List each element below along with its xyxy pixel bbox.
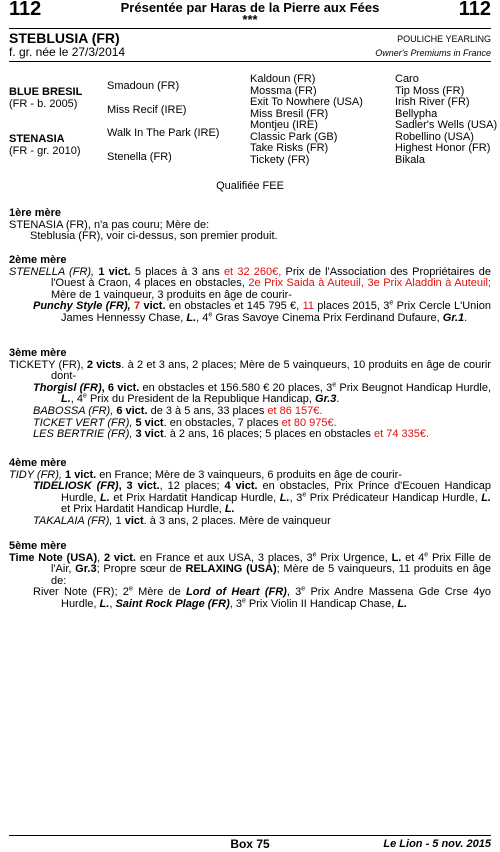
dam2-text2: Prix de l'Association des Propriétaires de l'Ouest à Craon, 4 places en obstacles, <box>51 265 491 290</box>
offspring-text4: , 4 <box>196 311 209 324</box>
gen3-6: Classic Park (GB) <box>250 130 338 143</box>
offspring-text: Prix Violin II Handicap Chase, <box>245 597 398 610</box>
grade: L. <box>481 491 491 504</box>
sup: e <box>83 392 87 400</box>
stars: *** <box>242 12 258 27</box>
offspring-text: et Prix Hardatit Handicap Hurdle, <box>109 491 280 504</box>
dam2-section <box>9 255 491 325</box>
grade: L. <box>99 597 110 610</box>
offspring-name: TAKALAIA (FR), <box>33 514 116 527</box>
offspring-text: River Note (FR); 2 <box>33 586 129 599</box>
offspring-wins: 5 vict <box>135 416 164 429</box>
sup: e <box>301 585 306 593</box>
dam5-text: Prix Urgence, <box>316 551 392 564</box>
gen3-7: Take Risks (FR) <box>250 142 329 154</box>
offspring-name: Lord of Heart (FR) <box>186 586 287 599</box>
gen4-5: Sadler's Wells (USA) <box>395 119 498 131</box>
gen4-2: Tip Moss (FR) <box>395 84 465 97</box>
offspring-name: TICKET VERT (FR), <box>33 416 136 429</box>
offspring-text1: en obstacles et 145 795 €, <box>165 300 303 313</box>
offspring-text: . à 2 ans, 16 places; 5 places en obstacles <box>163 428 374 441</box>
sup: e <box>128 585 133 593</box>
offspring-text: , 12 places; <box>159 480 225 493</box>
dam3-wins: 2 victs <box>86 358 122 371</box>
dam4-offspring-1 <box>9 481 491 516</box>
sire-name: BLUE BRESIL <box>9 86 83 98</box>
dam5-offspring-1 <box>9 587 491 610</box>
dam5-text: ; Propre sœur de <box>96 563 186 576</box>
offspring-text: en obstacles et 156.580 € 20 places, 3 <box>139 381 333 394</box>
offspring-earnings: et 74 335€. <box>373 428 430 441</box>
dam3-offspring-1 <box>9 383 491 406</box>
grade: Gr.3 <box>315 393 337 406</box>
offspring-text: , 3 <box>289 491 303 504</box>
offspring-text: . <box>336 393 340 406</box>
dam-info: (FR - gr. 2010) <box>9 144 81 157</box>
gen2-4: Stenella (FR) <box>107 151 172 163</box>
dam2-red-places: 2e Prix Saida à Auteuil, 3e Prix Aladdin à Auteuil; <box>248 277 491 290</box>
pedigree-rule <box>9 61 491 62</box>
gen4-6: Robellino (USA) <box>395 130 474 143</box>
gen4-4: Bellypha <box>395 107 438 120</box>
offspring-text: de 3 à 5 ans, 33 places <box>147 404 268 417</box>
dam-name: STENASIA <box>9 133 65 145</box>
offspring-text2: places 2015, 3 <box>313 300 390 313</box>
dam2-offspring <box>9 301 491 324</box>
offspring-text: . en obstacles, 7 places <box>163 416 282 429</box>
lot-number-right: 112 <box>458 0 491 20</box>
offspring-text: Prix du President de la Republique Handicap, <box>86 393 316 406</box>
dam1-heading: 1ère mère <box>9 207 61 219</box>
dam5-section <box>9 541 491 611</box>
dam3-section <box>9 348 491 441</box>
dam4-offspring-2 <box>9 516 491 528</box>
dam5-text: Prix Fille de l'Air, <box>51 551 491 576</box>
grade: L. <box>186 311 197 324</box>
offspring-text6: . <box>464 311 468 324</box>
offspring-text: , 4 <box>70 393 84 406</box>
dam2-earnings: et 32 260€, <box>223 265 282 278</box>
dam2-name: STENELLA (FR), <box>9 265 95 278</box>
grade: Gr.1 <box>442 311 465 324</box>
sup: e <box>302 491 307 499</box>
owners-premium: Owner's Premiums in France <box>375 48 491 58</box>
gen3-2: Mossma (FR) <box>250 84 317 97</box>
grade: L. <box>61 393 71 406</box>
presented-by <box>0 2 500 26</box>
offspring-text: , <box>109 597 116 610</box>
dam5-wins: 2 vict. <box>103 551 136 564</box>
offspring-wins: , 3 vict. <box>118 480 160 493</box>
offspring-name: Saint Rock Plage (FR) <box>115 597 230 610</box>
offspring-earnings: et 86 157€. <box>267 404 323 417</box>
gen4-1: Caro <box>395 73 419 85</box>
gen4-8: Bikala <box>395 153 425 166</box>
dam4-heading: 4ème mère <box>9 457 67 469</box>
offspring-text: Mère de <box>132 586 187 599</box>
offspring-text: en obstacles, Prix Prince d'Ecouen Handicap Hurdle, <box>61 480 491 504</box>
sup: e <box>208 311 213 319</box>
sup: e <box>389 299 394 307</box>
lot-number-left: 112 <box>9 0 42 20</box>
offspring-text5: Gras Savoye Cinema Prix Ferdinand Dufaure, <box>212 311 443 324</box>
gen2-1: Smadoun (FR) <box>107 80 180 92</box>
dam4-text: en France; Mère de 3 vainqueurs, 6 produits en âge de courir- <box>96 468 402 481</box>
offspring-wins: vict <box>124 514 144 527</box>
dam3-main <box>9 360 491 383</box>
grade: L. <box>397 597 408 610</box>
offspring-earnings: et 80 975€. <box>281 416 337 429</box>
gen3-column <box>250 74 363 166</box>
offspring-wins: , 6 vict. <box>101 381 140 394</box>
grade: Gr.3 <box>75 563 97 576</box>
grade: L. <box>100 491 110 504</box>
offspring-wins-label: vict. <box>140 300 166 313</box>
offspring-wins: 6 vict. <box>116 404 148 417</box>
offspring-places: 11 <box>302 300 314 313</box>
footer-place-date: Le Lion - 5 nov. 2015 <box>383 838 491 850</box>
dam5-text: , <box>97 551 104 564</box>
grade: L. <box>279 491 290 504</box>
grade: L. <box>224 503 235 516</box>
presenter-text: Présentée par Haras de la Pierre aux Fées <box>120 0 380 15</box>
gen2-2: Miss Recif (IRE) <box>107 104 187 116</box>
dam4-name: TIDY (FR), <box>9 468 66 481</box>
gen3-4: Miss Bresil (FR) <box>250 107 329 120</box>
gen3-8: Tickety (FR) <box>250 153 310 166</box>
dam2-wins: 1 vict. <box>98 265 131 278</box>
offspring-text: . à 3 ans, 2 places. Mère de vainqueur <box>143 514 331 527</box>
sup: e <box>312 550 317 558</box>
gen3-1: Kaldoun (FR) <box>250 73 316 85</box>
qualification: Qualifiée FEE <box>216 180 284 192</box>
dam3-heading: 3ème mère <box>9 347 67 359</box>
dam1-line2: Steblusia (FR), voir ci-dessus, son premier produit. <box>30 230 278 243</box>
dam5-text: et 4 <box>401 551 425 564</box>
offspring-name: Punchy Style (FR), <box>33 300 131 313</box>
dam5-heading: 5ème mère <box>9 540 67 552</box>
header-rule <box>9 28 491 29</box>
offspring-wins: 4 vict. <box>224 480 258 493</box>
dam1-line1: STENASIA (FR), n'a pas couru; Mère de: <box>9 218 210 231</box>
offspring-text: , 3 <box>286 586 302 599</box>
grade: L. <box>391 551 402 564</box>
offspring-text: Prix Andre Massena Gde Crse 4yo Hurdle, <box>61 586 491 610</box>
dam5-name: Time Note (USA) <box>9 551 98 564</box>
dam5-main <box>9 550 491 588</box>
pedigree-sire <box>9 87 82 110</box>
pedigree-dam <box>9 134 81 157</box>
dam4-wins: 1 vict. <box>65 468 97 481</box>
offspring-wins: 3 vict <box>135 428 164 441</box>
offspring-text: 1 <box>115 514 125 527</box>
gen4-column <box>395 74 497 166</box>
sup: e <box>424 550 429 558</box>
dam5-text: en France et aux USA, 3 places, 3 <box>135 551 313 564</box>
gen3-3: Exit To Nowhere (USA) <box>250 96 363 108</box>
offspring-name: LES BERTRIE (FR), <box>33 428 136 441</box>
offspring-text3: Prix Cercle L'Union James Hennessy Chase, <box>61 300 491 324</box>
dam3-name: TICKETY (FR), <box>9 358 87 371</box>
offspring-name: Thorgisl (FR) <box>33 381 102 394</box>
dam5-text: ; Mère de 5 vainqueurs, 11 produits en âge de: <box>51 563 491 587</box>
sup: e <box>332 381 337 389</box>
sire-info: (FR - b. 2005) <box>9 97 78 110</box>
gen4-7: Highest Honor (FR) <box>395 142 491 154</box>
sup: e <box>241 597 246 605</box>
offspring-text: et Prix Hardatit Handicap Hurdle, <box>61 503 225 516</box>
gen2-3: Walk In The Park (IRE) <box>107 127 220 139</box>
gen4-3: Irish River (FR) <box>395 96 470 108</box>
dam3-offspring-4 <box>9 429 491 441</box>
offspring-name: BABOSSA (FR), <box>33 404 117 417</box>
dam2-heading: 2ème mère <box>9 254 67 266</box>
offspring-wins-count: 7 <box>134 300 141 313</box>
horse-birth: f. gr. née le 27/3/2014 <box>9 45 126 59</box>
offspring-name: TIDELIOSK (FR) <box>33 480 119 493</box>
horse-category: POULICHE YEARLING <box>397 34 491 44</box>
dam2-text3: Mère de 1 vainqueur, 3 produits en âge de courir- <box>51 288 292 301</box>
offspring-text: Prix Beugnot Handicap Hurdle, <box>336 381 492 394</box>
offspring-text: Prix Prédicateur Handicap Hurdle, <box>306 491 482 504</box>
footer-box: Box 75 <box>230 837 270 851</box>
horse-name: STEBLUSIA (FR) <box>9 30 120 46</box>
relaxing-name: RELAXING (USA) <box>185 563 277 576</box>
footer-rule <box>9 835 491 836</box>
dam3-text1: . à 2 et 3 ans, 2 places; Mère de 5 vainqueurs, 10 produits en âge de courir dont- <box>51 358 491 383</box>
dam2-text1: 5 places à 3 ans <box>130 265 224 278</box>
dam4-section <box>9 458 491 528</box>
dam1-section <box>9 208 491 243</box>
gen3-5: Montjeu (IRE) <box>250 119 318 131</box>
offspring-text: , 3 <box>229 597 242 610</box>
dam2-main <box>9 267 491 302</box>
